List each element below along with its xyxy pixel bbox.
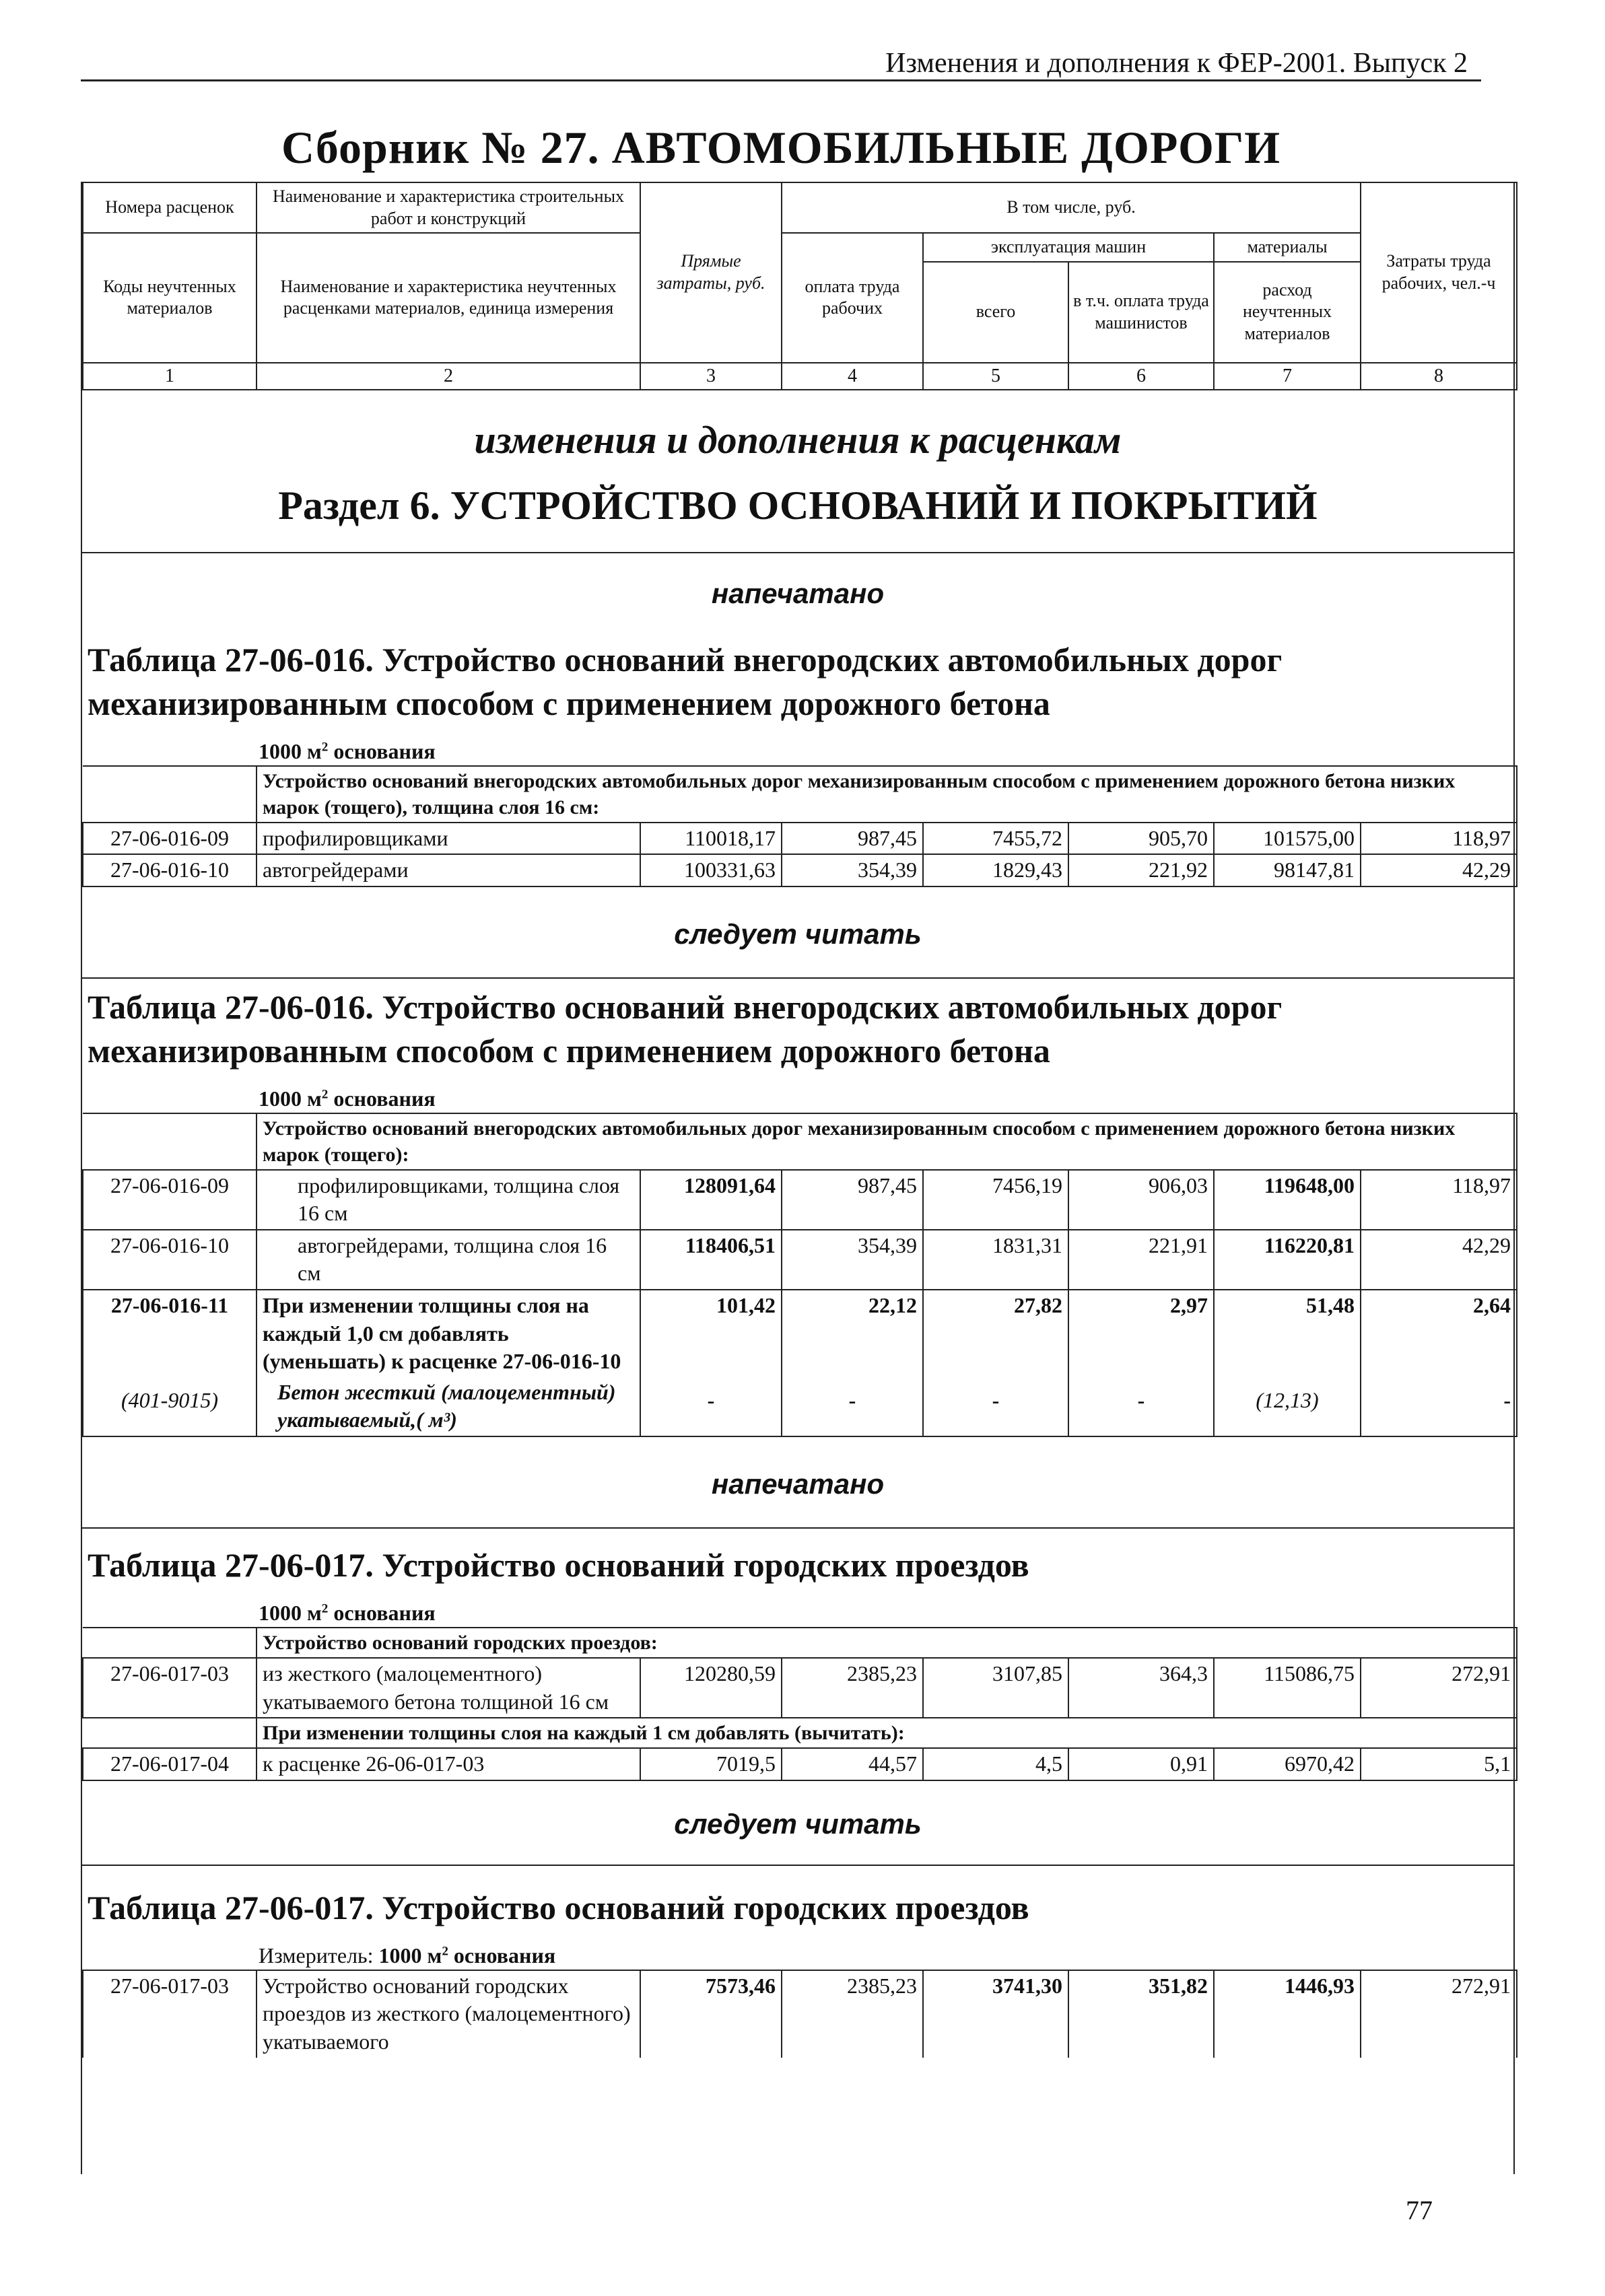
table-row: 27-06-017-04 к расценке 26-06-017-03 7019,5 44,57 4,5 0,91 6970,42 5,1	[83, 1748, 1517, 1780]
unit-line: 1000 $м^2$ основания	[259, 738, 436, 763]
table-row: 27-06-017-03 из жесткого (малоцементного) укатываемого бетона толщиной 16 см 120280,59 2385,23 3107,85 364,3 115086,75 272,91	[83, 1658, 1517, 1718]
header-material-codes: Коды неучтенных материалов	[83, 233, 257, 363]
col-number: 8	[1361, 363, 1517, 390]
header-labor-pay: оплата труда рабочих	[782, 233, 923, 363]
printed-label: напечатано	[82, 552, 1513, 634]
header-machines-labor: в т.ч. оплата труда машинистов	[1068, 262, 1214, 363]
table-row: 27-06-016-09 профилировщиками, толщина слоя 16 см 128091,64 987,45 7456,19 906,03 119648,00 118,97	[83, 1170, 1517, 1230]
header-direct-costs: Прямые затраты, руб.	[640, 182, 782, 363]
col-number: 6	[1068, 363, 1214, 390]
table-016-correct	[82, 1113, 1517, 1437]
table-row: (401-9015) Бетон жесткий (малоцементный) укатываемый,( м³) - - - - (12,13) -	[83, 1377, 1517, 1436]
table-row: 27-06-016-09 профилировщиками 110018,17 987,45 7455,72 905,70 101575,00 118,97	[83, 823, 1517, 855]
should-read-label: следует читать	[674, 917, 922, 950]
table-row: 27-06-016-10 автогрейдерами 100331,63 354,39 1829,43 221,92 98147,81 42,29	[83, 854, 1517, 886]
table-017-correct	[82, 1970, 1517, 2058]
col-number: 5	[923, 363, 1068, 390]
table-016-printed	[82, 765, 1517, 887]
header-labor-cost: Затраты труда рабочих, чел.-ч	[1361, 182, 1517, 363]
col-number: 1	[83, 363, 257, 390]
unit-line: 1000 $м^2$ основания	[259, 1601, 436, 1626]
table-row: 27-06-016-11 При изменении толщины слоя на каждый 1,0 см добавлять (уменьшать) к расценке 27-06-016-10 101,42 22,12 27,82 2,97 51,48 2,64	[83, 1290, 1517, 1377]
header-material-name: Наименование и характеристика неучтенных расценками материалов, единица измерения	[257, 233, 640, 363]
header-machines: эксплуатация машин	[923, 233, 1214, 262]
table-017-title: Таблица 27-06-017. Устройство оснований городских проездов	[82, 1865, 1513, 1930]
table-017-printed	[82, 1627, 1517, 1781]
header-rate-numbers: Номера расценок	[83, 182, 257, 233]
section-heading: Раздел 6. УСТРОЙСТВО ОСНОВАНИЙ И ПОКРЫТИЙ	[278, 483, 1318, 528]
header-machines-total: всего	[923, 262, 1068, 363]
unit-line: Измеритель: 1000 $м^2$ основания	[259, 1943, 556, 1968]
table-subhead: Устройство оснований внегородских автомобильных дорог механизированным способом с применением дорожного бетона низких марок (тощего):	[257, 1113, 1517, 1170]
table-016-title: Таблица 27-06-016. Устройство оснований внегородских автомобильных дорог механизированным способом с применением дорожного бетона	[88, 640, 1283, 722]
page-frame	[81, 182, 1515, 2174]
col-number: 2	[257, 363, 640, 390]
header-including: В том числе, руб.	[782, 182, 1361, 233]
unit-line: 1000 $м^2$ основания	[259, 1086, 436, 1111]
table-subhead: Устройство оснований городских проездов:	[257, 1628, 1517, 1658]
table-017-title: Таблица 27-06-017. Устройство оснований городских проездов	[82, 1527, 1513, 1587]
table-subhead: Устройство оснований внегородских автомобильных дорог механизированным способом с применением дорожного бетона низких марок (тощего), толщина слоя 16 см:	[257, 766, 1517, 823]
header-work-name: Наименование и характеристика строительных работ и конструкций	[257, 182, 640, 233]
table-row: 27-06-017-03 Устройство оснований городских проездов из жесткого (малоцементного) укатываемого 7573,46 2385,23 3741,30 351,82 1446,93 272,91	[83, 1970, 1517, 2058]
should-read-label: следует читать	[674, 1807, 922, 1840]
running-head-rule	[81, 79, 1481, 81]
page-number: 77	[1406, 2195, 1433, 2225]
table-016-title: Таблица 27-06-016. Устройство оснований внегородских автомобильных дорог механизированным способом с применением дорожного бетона	[82, 977, 1513, 1073]
col-number: 4	[782, 363, 923, 390]
header-materials-usage: расход неучтенных материалов	[1214, 262, 1361, 363]
column-header-table	[82, 182, 1517, 390]
col-number: 7	[1214, 363, 1361, 390]
header-materials: материалы	[1214, 233, 1361, 262]
running-head: Изменения и дополнения к ФЕР-2001. Выпуск 2	[885, 48, 1468, 79]
table-row: 27-06-016-10 автогрейдерами, толщина слоя 16 см 118406,51 354,39 1831,31 221,91 116220,81 42,29	[83, 1230, 1517, 1290]
printed-label: напечатано	[711, 1468, 885, 1500]
col-number: 3	[640, 363, 782, 390]
table-subhead: При изменении толщины слоя на каждый 1 см добавлять (вычитать):	[257, 1718, 1517, 1748]
collection-title: Сборник № 27. АВТОМОБИЛЬНЫЕ ДОРОГИ	[281, 122, 1281, 173]
changes-heading: изменения и дополнения к расценкам	[474, 417, 1122, 462]
